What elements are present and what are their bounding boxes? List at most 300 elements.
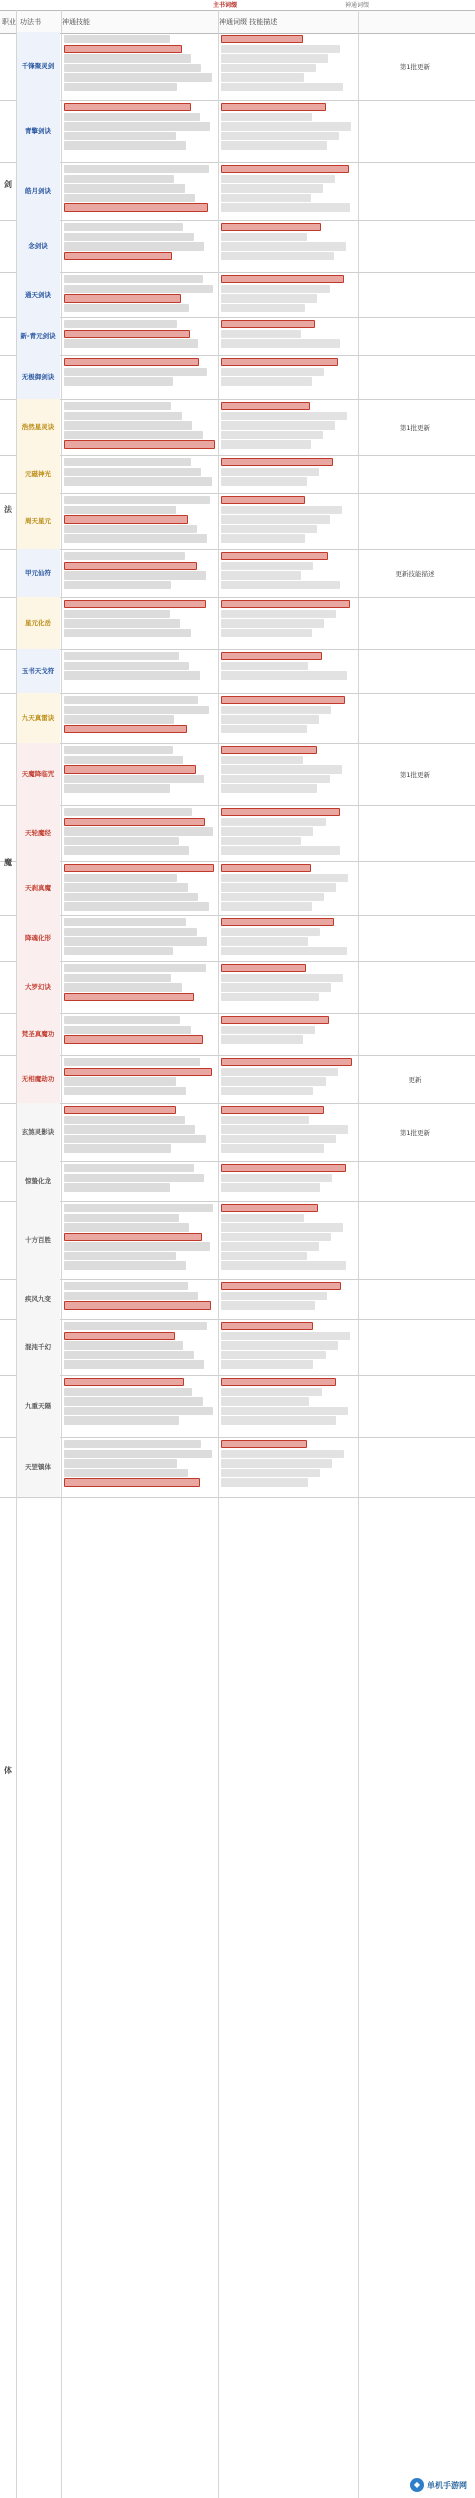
text-line xyxy=(221,902,312,910)
text-line xyxy=(64,285,213,293)
divider xyxy=(16,10,17,2498)
book-name-cell xyxy=(16,1201,60,1279)
text-line xyxy=(221,113,312,121)
text-line xyxy=(221,275,344,283)
text-line xyxy=(221,964,306,972)
text-line xyxy=(64,141,186,149)
book-name-cell xyxy=(16,162,60,220)
text-line xyxy=(221,1026,315,1034)
text-line xyxy=(64,1469,188,1477)
text-line xyxy=(64,1164,194,1172)
text-line xyxy=(64,1058,200,1066)
text-line xyxy=(221,496,305,504)
book-name: 天轮魔经 xyxy=(25,829,51,837)
text-line xyxy=(221,1135,336,1143)
text-line xyxy=(221,1440,307,1448)
text-line xyxy=(64,64,201,72)
text-line xyxy=(64,330,190,338)
text-line xyxy=(221,64,316,72)
text-line xyxy=(221,775,330,783)
text-line xyxy=(221,937,308,945)
book-name-cell xyxy=(16,1161,60,1201)
skill-description xyxy=(62,915,217,961)
table-row xyxy=(0,1103,475,1162)
text-line xyxy=(64,1388,192,1396)
text-line xyxy=(221,1144,324,1152)
book-name-cell xyxy=(16,693,60,743)
profession-label xyxy=(0,32,16,337)
table-row xyxy=(0,1201,475,1280)
text-line xyxy=(221,1087,313,1095)
book-name-cell xyxy=(16,399,60,455)
update-note-cell xyxy=(360,649,470,693)
affix-description xyxy=(219,317,357,355)
text-line xyxy=(64,275,203,283)
text-line xyxy=(221,1282,341,1290)
text-line xyxy=(64,964,206,972)
table-row xyxy=(0,399,475,456)
affix-description xyxy=(219,649,357,693)
affix-description xyxy=(219,1319,357,1375)
col-prof: 职业 xyxy=(2,18,16,26)
skill-description xyxy=(62,1437,217,1497)
text-line xyxy=(221,756,303,764)
skill-description xyxy=(62,861,217,915)
text-line xyxy=(221,818,326,826)
text-line xyxy=(64,203,208,211)
text-line xyxy=(64,233,194,241)
text-line xyxy=(64,1016,180,1024)
text-line xyxy=(64,974,171,982)
table-row xyxy=(0,493,475,550)
book-name: 天罡镇体 xyxy=(25,1463,51,1471)
text-line xyxy=(221,242,346,250)
book-name: 皓月剑诀 xyxy=(25,187,51,195)
book-name: 九天真雷诀 xyxy=(21,714,55,722)
text-line xyxy=(221,1183,320,1191)
update-note-cell xyxy=(360,1437,470,1497)
update-note-cell xyxy=(360,915,470,961)
book-name: 玉书天戈符 xyxy=(21,667,55,675)
update-note-cell xyxy=(360,317,470,355)
text-line xyxy=(221,165,349,173)
book-name-cell xyxy=(16,743,60,805)
table-row xyxy=(0,743,475,806)
profession-label xyxy=(0,682,16,1042)
text-line xyxy=(221,1388,322,1396)
text-line xyxy=(221,600,350,608)
text-line xyxy=(64,468,201,476)
update-note-cell xyxy=(360,1161,470,1201)
skill-description xyxy=(62,743,217,805)
text-line xyxy=(64,294,181,302)
skill-description xyxy=(62,1013,217,1055)
text-line xyxy=(64,937,207,945)
text-line xyxy=(221,294,317,302)
table-row xyxy=(0,220,475,273)
text-line xyxy=(64,194,195,202)
text-line xyxy=(64,1397,203,1405)
text-line xyxy=(221,402,310,410)
text-line xyxy=(221,1292,327,1300)
text-line xyxy=(64,581,171,589)
text-line xyxy=(64,706,209,714)
book-name-cell xyxy=(16,32,60,100)
update-note-cell xyxy=(360,455,470,493)
text-line xyxy=(221,918,334,926)
table-row xyxy=(0,861,475,916)
book-name: 无相魔劫功 xyxy=(21,1075,55,1083)
text-line xyxy=(64,339,198,347)
text-line xyxy=(64,242,204,250)
text-line xyxy=(221,571,301,579)
divider xyxy=(218,10,219,2498)
update-note-cell xyxy=(360,399,470,455)
text-line xyxy=(64,35,170,43)
text-line xyxy=(64,756,183,764)
text-line xyxy=(64,525,197,533)
text-line xyxy=(64,515,188,523)
text-line xyxy=(64,431,203,439)
book-name: 玄煞灵影诀 xyxy=(21,1128,55,1136)
update-note: 更新技能描述 xyxy=(395,569,435,578)
text-line xyxy=(221,141,327,149)
text-line xyxy=(64,1332,175,1340)
text-line xyxy=(64,1087,186,1095)
skill-description xyxy=(62,455,217,493)
text-line xyxy=(221,525,317,533)
affix-description xyxy=(219,861,357,915)
text-line xyxy=(221,458,333,466)
affix-description xyxy=(219,355,357,399)
text-line xyxy=(221,223,321,231)
col-skill: 神通技能 xyxy=(62,18,90,26)
text-line xyxy=(221,1360,313,1368)
text-line xyxy=(221,1332,350,1340)
text-line xyxy=(221,552,328,560)
text-line xyxy=(221,765,342,773)
book-name-cell xyxy=(16,861,60,915)
text-line xyxy=(221,671,347,679)
text-line xyxy=(64,600,206,608)
text-line xyxy=(221,1125,348,1133)
skill-description xyxy=(62,597,217,649)
affix-description xyxy=(219,693,357,743)
text-line xyxy=(221,1164,346,1172)
skill-description xyxy=(62,1201,217,1279)
text-line xyxy=(221,1378,336,1386)
text-line xyxy=(64,1116,185,1124)
text-line xyxy=(64,552,185,560)
text-line xyxy=(221,1223,343,1231)
update-note-cell xyxy=(360,162,470,220)
text-line xyxy=(221,993,319,1001)
book-name: 无极御剑诀 xyxy=(21,373,55,381)
text-line xyxy=(64,784,170,792)
book-name-cell xyxy=(16,1279,60,1319)
text-line xyxy=(64,715,174,723)
affix-description xyxy=(219,162,357,220)
book-name-cell xyxy=(16,355,60,399)
skill-description xyxy=(62,549,217,597)
divider xyxy=(358,10,359,2498)
table-row xyxy=(0,1319,475,1376)
text-line xyxy=(221,45,340,53)
site-logo-icon: ◆ xyxy=(410,2478,424,2492)
book-name-cell xyxy=(16,493,60,549)
text-line xyxy=(64,122,210,130)
book-name: 念剑诀 xyxy=(28,242,48,250)
text-line xyxy=(64,421,192,429)
book-name-cell xyxy=(16,1055,60,1103)
skill-description xyxy=(62,100,217,162)
text-line xyxy=(221,846,340,854)
book-name: 通天剑诀 xyxy=(25,290,51,299)
text-line xyxy=(64,619,180,627)
text-line xyxy=(221,412,347,420)
table-row xyxy=(0,355,475,400)
affix-description xyxy=(219,220,357,272)
text-line xyxy=(221,1407,348,1415)
text-line xyxy=(221,652,322,660)
affix-description xyxy=(219,399,357,455)
text-line xyxy=(64,765,196,773)
text-line xyxy=(221,983,331,991)
book-name: 大罗幻诀 xyxy=(25,983,51,991)
divider xyxy=(61,10,62,2498)
text-line xyxy=(221,1341,338,1349)
update-note-cell xyxy=(360,743,470,805)
text-line xyxy=(64,827,213,835)
skill-description xyxy=(62,805,217,861)
text-line xyxy=(221,562,313,570)
book-name-cell xyxy=(16,272,60,317)
affix-description xyxy=(219,1375,357,1437)
text-line xyxy=(64,775,204,783)
text-line xyxy=(64,368,207,376)
text-line xyxy=(64,304,189,312)
text-line xyxy=(64,1223,189,1231)
text-line xyxy=(221,1322,313,1330)
table-row xyxy=(0,805,475,862)
text-line xyxy=(221,431,323,439)
col-book: 功法书 xyxy=(20,18,41,26)
text-line xyxy=(64,45,182,53)
table-row xyxy=(0,1013,475,1056)
text-line xyxy=(64,1035,203,1043)
text-line xyxy=(221,35,303,43)
update-note-cell xyxy=(360,100,470,162)
text-line xyxy=(64,864,214,872)
text-line xyxy=(64,506,176,514)
affix-description xyxy=(219,32,357,100)
text-line xyxy=(64,1301,211,1309)
text-line xyxy=(64,808,192,816)
text-line xyxy=(64,1407,213,1415)
book-name-cell xyxy=(16,1375,60,1437)
book-name-cell xyxy=(16,549,60,597)
text-line xyxy=(64,132,176,140)
affix-description xyxy=(219,1279,357,1319)
text-line xyxy=(221,175,335,183)
text-line xyxy=(64,534,207,542)
skill-description xyxy=(62,355,217,399)
book-name: 混沌千幻 xyxy=(25,1343,51,1351)
text-line xyxy=(64,893,198,901)
skill-description xyxy=(62,1103,217,1161)
text-line xyxy=(64,610,170,618)
book-name: 天刹真魔 xyxy=(25,884,51,892)
text-line xyxy=(221,581,340,589)
update-note: 第1批更新 xyxy=(399,770,431,779)
book-name: 周天星元 xyxy=(25,517,51,525)
profession-label xyxy=(0,1042,16,2498)
skill-description xyxy=(62,399,217,455)
text-line xyxy=(64,1459,177,1467)
text-line xyxy=(221,715,319,723)
update-note-cell xyxy=(360,1055,470,1103)
text-line xyxy=(64,1440,201,1448)
update-note-cell xyxy=(360,32,470,100)
table-row xyxy=(0,1279,475,1320)
book-name: 青擎剑诀 xyxy=(25,127,51,135)
affix-description xyxy=(219,597,357,649)
col-bonus: 神通词缀 技能描述 xyxy=(219,18,278,26)
text-line xyxy=(64,402,171,410)
text-line xyxy=(221,662,308,670)
text-line xyxy=(221,1077,326,1085)
update-note-cell xyxy=(360,1319,470,1375)
text-line xyxy=(64,320,177,328)
text-line xyxy=(64,477,212,485)
text-line xyxy=(221,1450,344,1458)
affix-description xyxy=(219,805,357,861)
text-line xyxy=(64,918,186,926)
text-line xyxy=(221,1242,319,1250)
affix-description xyxy=(219,1103,357,1161)
text-line xyxy=(64,837,179,845)
table-row xyxy=(0,162,475,221)
book-name: 星元化岳 xyxy=(25,619,51,627)
profession-label-text: 法 xyxy=(4,505,12,514)
table-row xyxy=(0,317,475,356)
text-line xyxy=(221,883,336,891)
text-line xyxy=(64,458,191,466)
text-line xyxy=(64,1233,202,1241)
text-line xyxy=(221,1469,320,1477)
table-row xyxy=(0,100,475,163)
table-row xyxy=(0,961,475,1014)
text-line xyxy=(221,285,330,293)
text-line xyxy=(221,1416,336,1424)
text-line xyxy=(221,468,319,476)
table-row xyxy=(0,455,475,494)
text-line xyxy=(221,808,340,816)
text-line xyxy=(64,496,210,504)
affix-description xyxy=(219,493,357,549)
text-line xyxy=(221,320,315,328)
text-line xyxy=(221,947,347,955)
text-line xyxy=(221,184,323,192)
text-line xyxy=(221,358,338,366)
text-line xyxy=(64,1282,188,1290)
book-name: 疾风九变 xyxy=(25,1295,51,1303)
text-line xyxy=(64,1204,213,1212)
text-line xyxy=(64,874,177,882)
text-line xyxy=(64,902,209,910)
text-line xyxy=(221,928,320,936)
skill-description xyxy=(62,32,217,100)
skill-description xyxy=(62,162,217,220)
text-line xyxy=(221,1478,308,1486)
affix-description xyxy=(219,1055,357,1103)
text-line xyxy=(221,827,313,835)
text-line xyxy=(64,1450,212,1458)
text-line xyxy=(64,662,189,670)
skill-description xyxy=(62,1319,217,1375)
skill-description xyxy=(62,493,217,549)
text-line xyxy=(221,304,305,312)
text-line xyxy=(221,377,312,385)
text-line xyxy=(221,252,334,260)
top-header xyxy=(0,0,475,10)
text-line xyxy=(64,571,206,579)
text-line xyxy=(221,1116,309,1124)
text-line xyxy=(64,1026,191,1034)
text-line xyxy=(221,1035,303,1043)
update-note: 更新 xyxy=(408,1075,422,1084)
top-right-label: 神通词缀 xyxy=(345,2,370,9)
site-watermark xyxy=(406,2476,471,2494)
update-note-cell xyxy=(360,861,470,915)
book-name-cell xyxy=(16,1437,60,1497)
update-note-cell xyxy=(360,961,470,1013)
text-line xyxy=(221,1204,318,1212)
text-line xyxy=(221,515,330,523)
text-line xyxy=(64,1261,186,1269)
text-line xyxy=(64,928,197,936)
text-line xyxy=(64,1135,206,1143)
update-note-cell xyxy=(360,1201,470,1279)
text-line xyxy=(221,1058,352,1066)
table-row xyxy=(0,1161,475,1202)
table-row xyxy=(0,597,475,650)
text-line xyxy=(221,1301,315,1309)
book-name-cell xyxy=(16,805,60,861)
text-line xyxy=(221,1397,309,1405)
book-name: 九重天隔 xyxy=(25,1402,51,1410)
text-line xyxy=(64,696,198,704)
text-line xyxy=(64,1478,200,1486)
text-line xyxy=(64,73,212,81)
update-note-cell xyxy=(360,597,470,649)
table-row xyxy=(0,693,475,744)
text-line xyxy=(221,73,304,81)
text-line xyxy=(64,1077,176,1085)
book-name-cell xyxy=(16,597,60,649)
text-line xyxy=(221,1351,326,1359)
text-line xyxy=(221,837,301,845)
update-note-cell xyxy=(360,220,470,272)
affix-description xyxy=(219,1161,357,1201)
update-note-cell xyxy=(360,493,470,549)
text-line xyxy=(64,1416,179,1424)
text-line xyxy=(221,233,307,241)
affix-description xyxy=(219,915,357,961)
book-name-cell xyxy=(16,1013,60,1055)
book-name: 降魂化形 xyxy=(25,934,51,942)
book-name: 梵圣真魔功 xyxy=(21,1030,55,1038)
